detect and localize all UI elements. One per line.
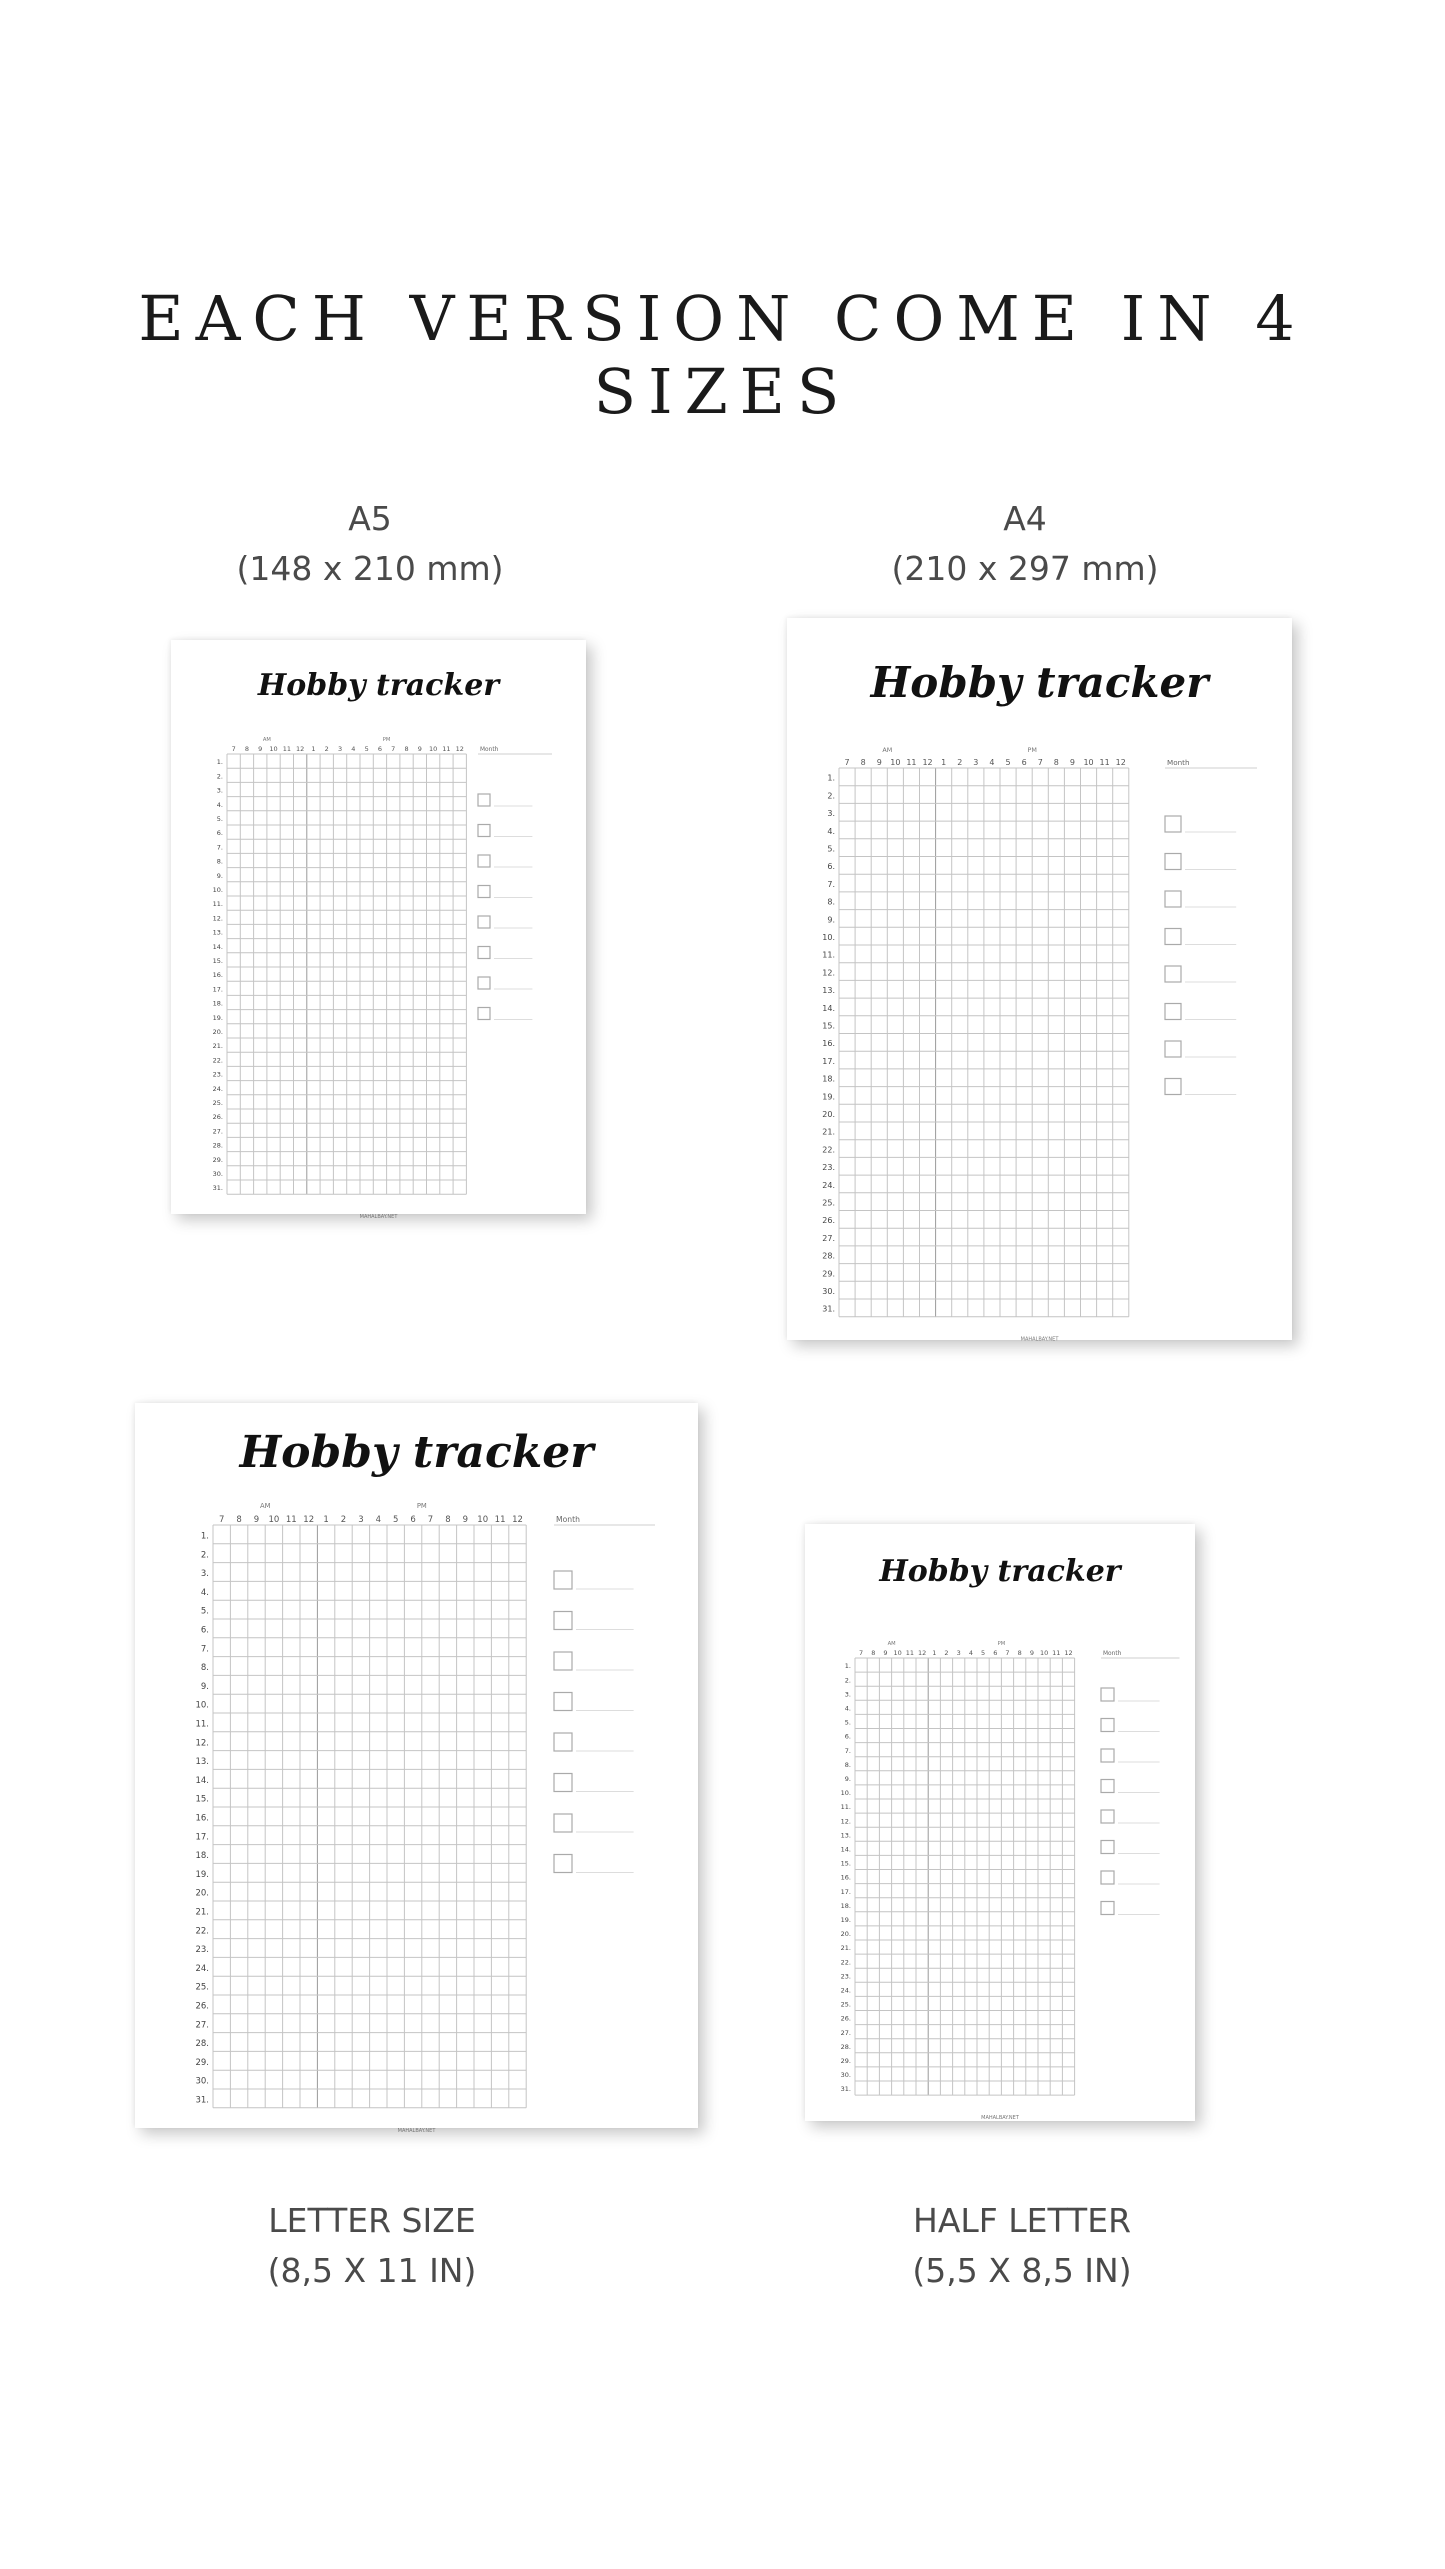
pm-label: PM <box>382 737 391 743</box>
day-label: 7. <box>200 1644 209 1655</box>
checkbox-icon <box>478 855 490 867</box>
day-label: 6. <box>200 1625 209 1636</box>
hour-label: 4 <box>989 758 995 767</box>
checkbox-icon <box>1101 1841 1114 1854</box>
day-label: 22. <box>840 1958 851 1967</box>
day-label: 3. <box>216 786 223 795</box>
checkbox-icon <box>554 1855 572 1873</box>
day-label: 26. <box>212 1113 223 1122</box>
day-label: 28. <box>840 2042 851 2051</box>
hour-label: 1 <box>323 1515 329 1525</box>
checkbox-icon <box>1101 1749 1114 1762</box>
day-label: 25. <box>195 1982 209 1993</box>
checkbox-icon <box>478 916 490 928</box>
day-label: 18. <box>212 999 223 1008</box>
day-label: 11. <box>212 900 223 909</box>
hour-label: 12 <box>512 1515 523 1525</box>
hour-label: 2 <box>944 1649 949 1657</box>
hour-label: 11 <box>282 745 291 753</box>
day-label: 12. <box>212 914 223 923</box>
checkbox-icon <box>1101 1780 1114 1793</box>
day-label: 28. <box>212 1141 223 1150</box>
hour-label: 4 <box>375 1515 382 1525</box>
hour-label: 7 <box>859 1649 864 1657</box>
hour-label: 9 <box>462 1515 469 1525</box>
size-label-a4 <box>845 494 1205 594</box>
day-label: 7. <box>827 879 835 889</box>
day-label: 23. <box>212 1070 223 1079</box>
size-dimensions: (5,5 X 8,5 IN) <box>912 2251 1132 2290</box>
checkbox-icon <box>1165 929 1181 945</box>
day-label: 6. <box>827 862 835 872</box>
hour-label: 4 <box>351 745 356 753</box>
hour-label: 10 <box>429 745 438 753</box>
hour-label: 12 <box>922 758 933 767</box>
month-label: Month <box>556 1515 580 1524</box>
tracker-grid-svg <box>171 640 586 1221</box>
hour-label: 8 <box>1053 758 1059 767</box>
day-label: 10. <box>195 1700 209 1711</box>
hour-label: 9 <box>1029 1649 1034 1657</box>
day-label: 15. <box>195 1794 209 1805</box>
size-label-half-letter <box>842 2196 1202 2296</box>
checkbox-icon <box>478 825 490 837</box>
tracker-grid-svg <box>135 1403 698 2134</box>
hour-label: 8 <box>236 1515 242 1525</box>
hour-label: 4 <box>968 1649 973 1657</box>
day-label: 4. <box>216 800 223 809</box>
hour-label: 12 <box>303 1515 315 1525</box>
day-label: 11. <box>822 950 835 960</box>
day-label: 10. <box>212 886 223 895</box>
day-label: 6. <box>844 1732 851 1741</box>
day-label: 9. <box>844 1774 851 1783</box>
tracker-sheet-a5 <box>171 640 586 1221</box>
pm-label: PM <box>997 1641 1006 1647</box>
day-label: 8. <box>827 897 835 907</box>
hour-label: 2 <box>324 745 329 753</box>
checkbox-icon <box>554 1571 572 1589</box>
hour-label: 10 <box>1083 758 1094 767</box>
hour-label: 10 <box>477 1515 489 1525</box>
day-label: 20. <box>195 1888 209 1899</box>
day-label: 18. <box>822 1074 835 1084</box>
hour-label: 12 <box>1115 758 1126 767</box>
hour-label: 8 <box>860 758 866 767</box>
day-label: 24. <box>822 1180 835 1190</box>
checkbox-icon <box>554 1652 572 1670</box>
hour-label: 8 <box>1017 1649 1022 1657</box>
hour-label: 12 <box>296 745 305 753</box>
hour-label: 5 <box>392 1515 399 1525</box>
size-label-letter <box>192 2196 552 2296</box>
checkbox-icon <box>554 1693 572 1711</box>
day-label: 17. <box>195 1832 209 1843</box>
checkbox-icon <box>478 947 490 959</box>
day-label: 5. <box>827 844 835 854</box>
hour-label: 11 <box>906 758 917 767</box>
hour-label: 8 <box>404 745 409 753</box>
day-label: 26. <box>195 2001 209 2012</box>
am-label: AM <box>882 746 893 754</box>
day-label: 25. <box>822 1198 835 1208</box>
tracker-sheet-half-letter <box>805 1524 1195 2121</box>
checkbox-icon <box>1165 1041 1181 1057</box>
sheet-footer: MAHALBAY.NET <box>1020 1336 1059 1343</box>
hour-label: 12 <box>1064 1649 1073 1657</box>
day-label: 30. <box>822 1287 835 1297</box>
hour-label: 7 <box>231 745 236 753</box>
hour-label: 3 <box>973 758 979 767</box>
day-label: 26. <box>822 1216 835 1226</box>
day-label: 14. <box>212 942 223 951</box>
hour-label: 7 <box>427 1515 434 1525</box>
size-name: LETTER SIZE <box>268 2201 476 2240</box>
day-label: 18. <box>195 1851 209 1862</box>
hour-label: 8 <box>445 1515 451 1525</box>
day-label: 13. <box>840 1831 851 1840</box>
month-label: Month <box>1103 1651 1122 1657</box>
day-label: 16. <box>195 1813 209 1824</box>
hour-label: 8 <box>871 1649 876 1657</box>
checkbox-icon <box>1165 1079 1181 1095</box>
day-label: 30. <box>212 1170 223 1179</box>
checkbox-icon <box>1101 1871 1114 1884</box>
day-label: 10. <box>822 933 835 943</box>
day-label: 8. <box>844 1760 851 1769</box>
checkbox-icon <box>1101 1719 1114 1732</box>
day-label: 6. <box>216 829 223 838</box>
day-label: 26. <box>840 2014 851 2023</box>
day-label: 1. <box>827 773 835 783</box>
day-label: 21. <box>840 1944 851 1953</box>
tracker-title: Hobby tracker <box>239 1427 594 1478</box>
day-label: 9. <box>827 915 835 925</box>
size-name: A4 <box>1003 499 1047 538</box>
day-label: 14. <box>195 1775 209 1786</box>
hour-label: 7 <box>218 1515 225 1525</box>
day-label: 21. <box>822 1127 835 1137</box>
day-label: 19. <box>212 1013 223 1022</box>
day-label: 31. <box>840 2085 851 2094</box>
hour-label: 3 <box>358 1515 364 1525</box>
month-label: Month <box>1167 758 1190 767</box>
day-label: 11. <box>195 1719 209 1730</box>
checkbox-icon <box>478 794 490 806</box>
day-label: 27. <box>840 2028 851 2037</box>
day-label: 31. <box>212 1184 223 1193</box>
day-label: 18. <box>840 1901 851 1910</box>
day-label: 29. <box>822 1269 835 1279</box>
day-label: 20. <box>840 1930 851 1939</box>
hour-label: 2 <box>957 758 963 767</box>
day-label: 9. <box>216 871 223 880</box>
day-label: 27. <box>822 1233 835 1243</box>
size-name: HALF LETTER <box>913 2201 1131 2240</box>
hour-label: 11 <box>905 1649 915 1657</box>
hour-label: 1 <box>311 745 316 753</box>
day-label: 9. <box>200 1681 209 1692</box>
day-label: 28. <box>195 2039 209 2050</box>
checkbox-icon <box>1165 854 1181 870</box>
checkbox-icon <box>554 1733 572 1751</box>
hour-label: 7 <box>1037 758 1043 767</box>
day-label: 12. <box>840 1817 851 1826</box>
hour-label: 6 <box>1021 758 1027 767</box>
day-label: 8. <box>200 1663 209 1674</box>
page-headline: EACH VERSION COME IN 4 SIZES <box>138 282 1307 428</box>
hour-label: 10 <box>269 745 278 753</box>
hour-label: 11 <box>442 745 451 753</box>
day-label: 1. <box>200 1531 209 1542</box>
day-label: 5. <box>216 815 223 824</box>
pm-label: PM <box>416 1502 427 1510</box>
hour-label: 8 <box>244 745 250 753</box>
tracker-sheet-letter <box>135 1403 698 2134</box>
checkbox-icon <box>1165 816 1181 832</box>
checkbox-icon <box>1101 1810 1114 1823</box>
checkbox-icon <box>554 1774 572 1792</box>
day-label: 24. <box>840 1986 851 1995</box>
tracker-title: Hobby tracker <box>257 668 500 703</box>
day-label: 2. <box>844 1676 851 1685</box>
day-label: 22. <box>822 1145 835 1155</box>
am-label: AM <box>887 1641 896 1647</box>
day-label: 5. <box>200 1606 209 1617</box>
day-label: 10. <box>840 1789 851 1798</box>
pm-label: PM <box>1027 746 1037 754</box>
hour-label: 5 <box>1005 758 1011 767</box>
checkbox-icon <box>478 1008 490 1020</box>
day-label: 15. <box>840 1859 851 1868</box>
checkbox-icon <box>554 1612 572 1630</box>
checkbox-icon <box>1165 966 1181 982</box>
hour-label: 9 <box>883 1649 888 1657</box>
day-label: 15. <box>822 1021 835 1031</box>
hour-label: 10 <box>268 1515 280 1525</box>
hour-label: 9 <box>876 758 882 767</box>
tracker-sheet-a4 <box>787 618 1292 1343</box>
day-label: 24. <box>212 1084 223 1093</box>
day-label: 23. <box>822 1163 835 1173</box>
day-label: 16. <box>840 1873 851 1882</box>
day-label: 16. <box>822 1039 835 1049</box>
day-label: 4. <box>844 1704 851 1713</box>
hour-label: 3 <box>337 745 343 753</box>
day-label: 13. <box>195 1757 209 1768</box>
hour-label: 9 <box>1069 758 1075 767</box>
hour-label: 2 <box>340 1515 347 1525</box>
day-label: 19. <box>840 1915 851 1924</box>
day-label: 13. <box>822 986 835 996</box>
day-label: 27. <box>195 2020 209 2031</box>
day-label: 31. <box>822 1304 835 1314</box>
hour-label: 7 <box>844 758 850 767</box>
day-label: 4. <box>827 826 835 836</box>
hour-label: 6 <box>377 745 383 753</box>
size-label-a5 <box>190 494 550 594</box>
day-label: 7. <box>216 843 223 852</box>
day-label: 8. <box>216 857 223 866</box>
checkbox-icon <box>1101 1902 1114 1915</box>
hour-label: 12 <box>455 745 464 753</box>
checkbox-icon <box>1101 1688 1114 1701</box>
day-label: 2. <box>216 772 223 781</box>
checkbox-icon <box>478 886 490 898</box>
checkbox-icon <box>1165 1004 1181 1020</box>
day-label: 31. <box>195 2095 209 2106</box>
day-label: 17. <box>212 985 223 994</box>
hour-label: 12 <box>917 1649 927 1657</box>
day-label: 5. <box>844 1718 851 1727</box>
day-label: 7. <box>844 1746 851 1755</box>
hour-label: 10 <box>893 1649 902 1657</box>
day-label: 3. <box>200 1569 209 1580</box>
day-label: 16. <box>212 971 223 980</box>
hour-label: 11 <box>494 1515 506 1525</box>
day-label: 27. <box>212 1127 223 1136</box>
day-label: 12. <box>195 1738 209 1749</box>
day-label: 12. <box>822 968 835 978</box>
hour-label: 11 <box>1099 758 1110 767</box>
hour-label: 9 <box>417 745 422 753</box>
day-label: 2. <box>200 1550 209 1561</box>
am-label: AM <box>262 737 271 743</box>
day-label: 25. <box>840 2000 851 2009</box>
day-label: 1. <box>216 758 223 767</box>
day-label: 29. <box>840 2056 851 2065</box>
am-label: AM <box>259 1502 271 1510</box>
day-label: 11. <box>840 1803 851 1812</box>
hour-label: 10 <box>1039 1649 1049 1657</box>
day-label: 15. <box>212 957 223 966</box>
day-label: 25. <box>212 1099 223 1108</box>
size-dimensions: (8,5 X 11 IN) <box>267 2251 477 2290</box>
sheet-footer: MAHALBAY.NET <box>359 1214 398 1221</box>
month-label: Month <box>480 747 499 753</box>
hour-label: 7 <box>391 745 396 753</box>
hour-label: 11 <box>1052 1649 1061 1657</box>
hour-label: 1 <box>932 1649 937 1657</box>
day-label: 22. <box>212 1056 223 1065</box>
tracker-title: Hobby tracker <box>879 1554 1121 1589</box>
day-label: 2. <box>827 791 835 801</box>
day-label: 24. <box>195 1963 209 1974</box>
hour-label: 3 <box>956 1649 961 1657</box>
checkbox-icon <box>1165 891 1181 907</box>
day-label: 30. <box>195 2076 209 2087</box>
day-label: 23. <box>840 1972 851 1981</box>
hour-label: 5 <box>981 1649 986 1657</box>
day-label: 3. <box>827 809 835 819</box>
day-label: 30. <box>840 2071 851 2080</box>
day-label: 22. <box>195 1926 209 1937</box>
day-label: 21. <box>195 1907 209 1918</box>
day-label: 20. <box>212 1028 223 1037</box>
day-label: 19. <box>822 1092 835 1102</box>
checkbox-icon <box>554 1814 572 1832</box>
day-label: 20. <box>822 1110 835 1120</box>
day-label: 14. <box>840 1845 851 1854</box>
day-label: 17. <box>822 1056 835 1066</box>
day-label: 17. <box>840 1887 851 1896</box>
hour-label: 5 <box>364 745 369 753</box>
hour-label: 9 <box>258 745 263 753</box>
day-label: 29. <box>195 2057 209 2068</box>
day-label: 4. <box>200 1587 209 1598</box>
day-label: 21. <box>212 1042 223 1051</box>
size-dimensions: (148 x 210 mm) <box>236 549 504 588</box>
day-label: 3. <box>844 1690 851 1699</box>
hour-label: 1 <box>941 758 947 767</box>
hour-label: 10 <box>890 758 901 767</box>
sheet-footer: MAHALBAY.NET <box>981 2115 1019 2122</box>
day-label: 13. <box>212 928 223 937</box>
checkbox-icon <box>478 977 490 989</box>
day-label: 19. <box>195 1869 209 1880</box>
day-label: 14. <box>822 1003 835 1013</box>
size-dimensions: (210 x 297 mm) <box>891 549 1159 588</box>
day-label: 28. <box>822 1251 835 1261</box>
size-name: A5 <box>348 499 392 538</box>
hour-label: 7 <box>1005 1649 1010 1657</box>
hour-label: 9 <box>253 1515 260 1525</box>
day-label: 23. <box>195 1945 209 1956</box>
day-label: 29. <box>212 1155 223 1164</box>
hour-label: 6 <box>993 1649 998 1657</box>
sheet-footer: MAHALBAY.NET <box>397 2127 436 2134</box>
hour-label: 6 <box>410 1515 416 1525</box>
tracker-grid-svg <box>805 1524 1195 2121</box>
tracker-title: Hobby tracker <box>870 658 1209 707</box>
hour-label: 11 <box>285 1515 297 1525</box>
tracker-grid-svg <box>787 618 1292 1343</box>
day-label: 1. <box>844 1662 851 1671</box>
